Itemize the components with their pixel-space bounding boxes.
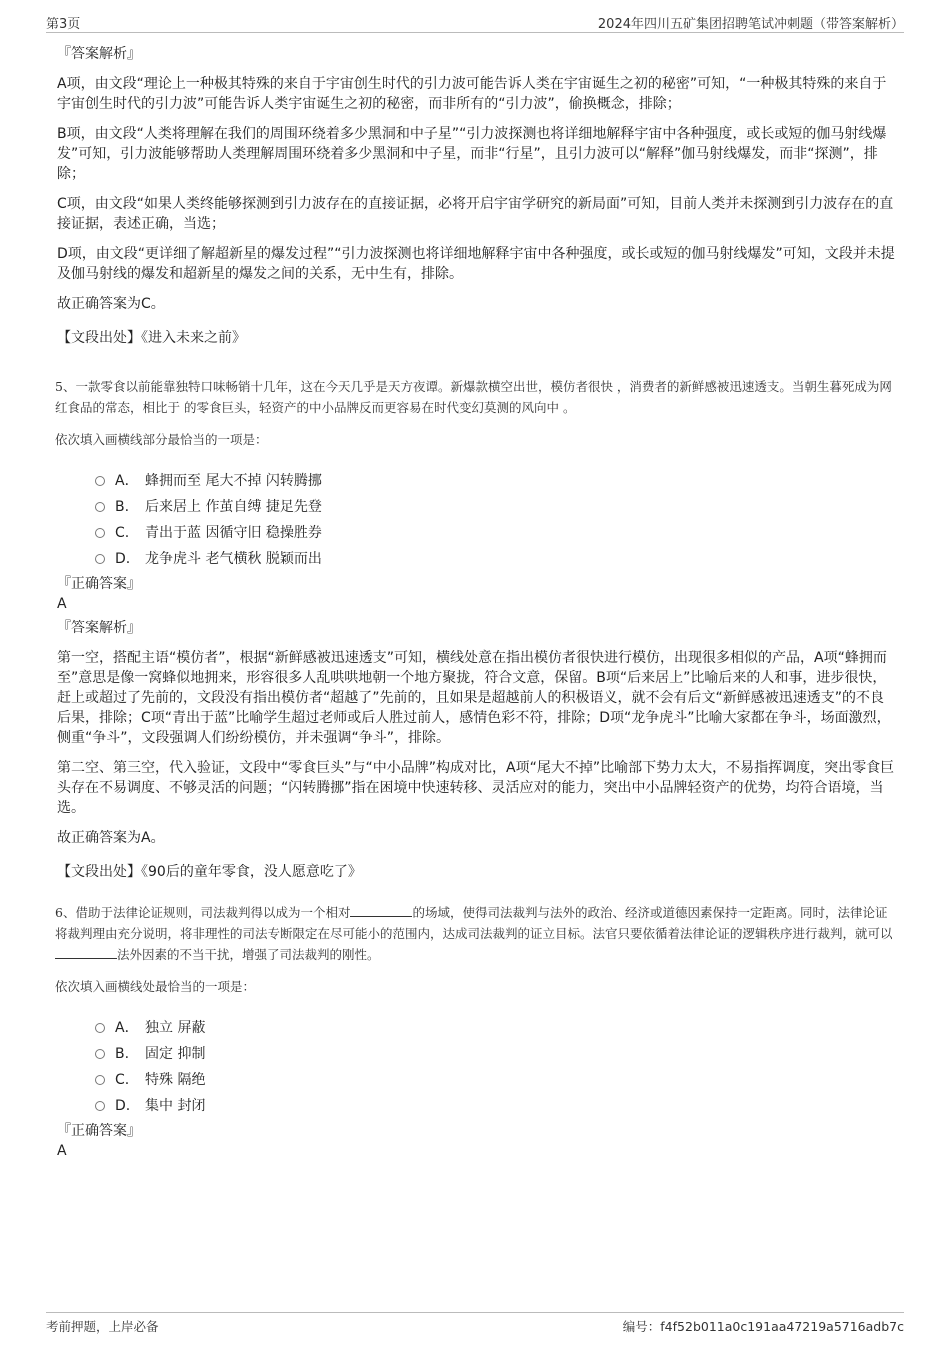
q5-analysis-1: 第一空，搭配主语“模仿者”，根据“新鲜感被迅速透支”可知，横线处意在指出模仿者很快进行模仿，出现很多相似的产品，A项“蜂拥而至”意思是像一窝蜂似地拥来，形容很多人乱哄哄地朝一个地方聚拢，符合文意，保留。B项“后来居上”比喻后来的人和事，进步很快，赶上或超过了先前的，文段没有指出模仿者“超越了”先前的，且如果是超越前人的积极语义，就不会有后文“新鲜感被迅速透支”的不良后果，排除；C项“青出于蓝”比喻学生超过老师或后人胜过前人，感情色彩不符，排除；D项“龙争虎斗”比喻大家都在争斗，场面激烈，侧重“争斗”，文段强调人们纷纷模仿，并未强调“争斗”，排除。 [57, 650, 891, 746]
footer-slogan: 考前押题，上岸必备 [46, 1319, 159, 1334]
q4-conclusion: 故正确答案为C。 [57, 296, 165, 312]
q6-option-a[interactable]: A． 独立 屏蔽 [95, 1015, 895, 1041]
q5-analysis-heading: 『答案解析』 [57, 620, 141, 636]
fill-blank [55, 946, 117, 959]
radio-icon[interactable] [95, 1023, 105, 1033]
q5-option-d[interactable]: D. 龙争虎斗 老气横秋 脱颖而出 [95, 546, 895, 572]
q5-answer-heading: 『正确答案』 [57, 576, 141, 592]
q4-analysis-b: B项，由文段“人类将理解在我们的周围环绕着多少黑洞和中子星”“引力波探测也将详细地解释宇宙中各种强度，或长或短的伽马射线爆发”可知，引力波能够帮助人类理解周围环绕着多少黑洞和中子星，而非“行星”，且引力波可以“解释”伽马射线爆发，而非“探测”，排除； [57, 126, 887, 182]
radio-icon[interactable] [95, 502, 105, 512]
document-title: 2024年四川五矿集团招聘笔试冲刺题（带答案解析） [597, 17, 904, 32]
q6-answer: A [57, 1143, 67, 1159]
q6-prompt: 依次填入画横线处最恰当的一项是： [55, 979, 256, 994]
q6-option-b[interactable]: B. 固定 抑制 [95, 1041, 895, 1067]
radio-icon[interactable] [95, 1049, 105, 1059]
q5-stem: 5、一款零食以前能靠独特口味畅销十几年，这在今天几乎是天方夜谭。新爆款横空出世，模仿者很快 ，消费者的新鲜感被迅速透支。当朝生暮死成为网红食品的常态，相比于 的零食巨头，轻资产的中小品牌反而更容易在时代变幻莫测的风向中 。 [55, 379, 892, 415]
q4-source: 【文段出处】《进入未来之前》 [57, 330, 246, 346]
q5-conclusion: 故正确答案为A。 [57, 830, 165, 846]
page-footer [46, 1312, 904, 1337]
page-header [46, 10, 904, 33]
q5-answer: A [57, 596, 67, 612]
q6-option-c[interactable]: C. 特殊 隔绝 [95, 1067, 895, 1093]
q5-option-c[interactable]: C. 青出于蓝 因循守旧 稳操胜券 [95, 520, 895, 546]
radio-icon[interactable] [95, 528, 105, 538]
q6-option-d[interactable]: D. 集中 封闭 [95, 1093, 895, 1119]
document-id: 编号：f4f52b011a0c191aa47219a5716adb7c [622, 1319, 904, 1334]
q5-source: 【文段出处】《90后的童年零食，没人愿意吃了》 [57, 864, 362, 880]
q4-analysis-c: C项，由文段“如果人类终能够探测到引力波存在的直接证据，必将开启宇宙学研究的新局面”可知，目前人类并未探测到引力波存在的直接证据，表述正确，当选； [57, 196, 894, 232]
radio-icon[interactable] [95, 1101, 105, 1111]
q5-option-b[interactable]: B. 后来居上 作茧自缚 捷足先登 [95, 494, 895, 520]
q6-stem: 6、借助于法律论证规则，司法裁判得以成为一个相对 的场域，使得司法裁判与法外的政治、经济或道德因素保持一定距离。同时，法律论证将裁判理由充分说明，将非理性的司法专断限定在尽可能小的范围内，达成司法裁判的证立目标。法官只要依循着法律论证的逻辑秩序进行裁判，就可以法外因素的不当干扰，增强了司法裁判的刚性。 [55, 905, 893, 962]
main-content [57, 44, 895, 1165]
q6-options [95, 1015, 895, 1119]
q6-answer-heading: 『正确答案』 [57, 1123, 141, 1139]
radio-icon[interactable] [95, 1075, 105, 1085]
radio-icon[interactable] [95, 476, 105, 486]
fill-blank [350, 904, 412, 917]
q4-analysis-d: D项，由文段“更详细了解超新星的爆发过程”“引力波探测也将详细地解释宇宙中各种强度，或长或短的伽马射线爆发”可知，文段并未提及伽马射线的爆发和超新星的爆发之间的关系，无中生有，排除。 [57, 246, 895, 282]
q4-analysis-a: A项，由文段“理论上一种极其特殊的来自于宇宙创生时代的引力波可能告诉人类在宇宙诞生之初的秘密”可知，“一种极其特殊的来自于宇宙创生时代的引力波”可能告诉人类宇宙诞生之初的秘密，而非所有的“引力波”，偷换概念，排除； [57, 76, 887, 112]
radio-icon[interactable] [95, 554, 105, 564]
q5-options [95, 468, 895, 572]
page-number: 第3页 [46, 17, 81, 32]
q4-analysis-heading: 『答案解析』 [57, 46, 141, 62]
q5-prompt: 依次填入画横线部分最恰当的一项是： [55, 432, 268, 447]
q5-analysis-2: 第二空、第三空，代入验证，文段中“零食巨头”与“中小品牌”构成对比，A项“尾大不掉”比喻部下势力太大，不易指挥调度，突出零食巨头存在不易调度、不够灵活的问题；“闪转腾挪”指在困境中快速转移、灵活应对的能力，突出中小品牌轻资产的优势，均符合语境，当选。 [57, 760, 895, 816]
q5-option-a[interactable]: A． 蜂拥而至 尾大不掉 闪转腾挪 [95, 468, 895, 494]
